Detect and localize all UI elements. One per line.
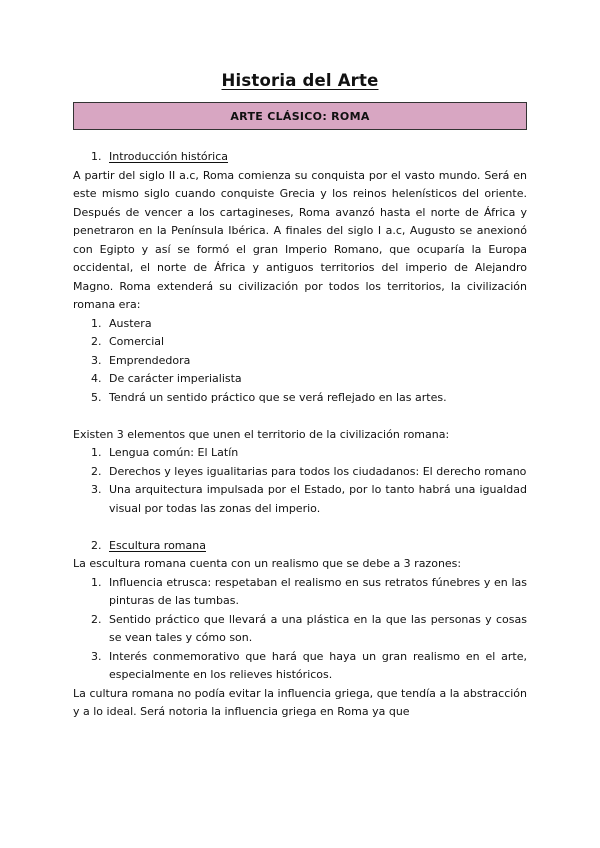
list-number: 2. [91, 335, 102, 348]
list-number: 1. [91, 316, 102, 330]
list-text: Comercial [109, 335, 165, 348]
list-text: Sentido práctico que llevará a una plástica en la que las personas y cosas se vean tales y cómo son. [109, 612, 527, 644]
list-text: Austera [109, 316, 152, 330]
list-item [73, 611, 527, 648]
list-text: Lengua común: El Latín [109, 446, 239, 459]
civilization-traits-list [73, 315, 527, 408]
list-item [73, 574, 527, 611]
document-title: Historia del Arte [221, 71, 379, 90]
unifying-elements-list [73, 444, 527, 518]
section-heading-escultura [73, 537, 527, 556]
heading-number: 1. [91, 150, 102, 163]
list-text: De carácter imperialista [109, 372, 242, 385]
elements-paragraph: Existen 3 elementos que unen el territorio de la civilización romana: [73, 427, 450, 441]
list-item [73, 481, 527, 518]
list-item [73, 352, 527, 371]
list-item [73, 333, 527, 352]
intro-paragraph: A partir del siglo II a.c, Roma comienza su conquista por el vasto mundo. Será en este mismo siglo cuando conquiste Grecia y los reinos helenísticos del oriente. Después de vencer a los cartagineses, Roma avanzó hasta el norte de África y penetraron en la Península Ibérica. A finales del siglo I a.c, Augusto se anexionó con Egipto y así se formó el gran Imperio Romano, que ocuparía la Europa occidental, el norte de África y antiguos territorios del imperio de Alejandro Magno. Roma extenderá su civilización por todos los territorios, la civilización romana era: [73, 168, 527, 311]
list-item [73, 370, 527, 389]
section-banner: ARTE CLÁSICO: ROMA [73, 102, 527, 130]
heading-text: Escultura romana [109, 538, 206, 552]
section-heading-introduccion [73, 148, 527, 167]
document-body [73, 148, 527, 722]
list-number: 1. [91, 446, 102, 459]
list-text: Influencia etrusca: respetaban el realismo en sus retratos fúnebres y en las pinturas de las tumbas. [109, 575, 527, 607]
list-item [73, 389, 527, 408]
list-item [73, 463, 527, 482]
spacer [73, 518, 527, 537]
list-number: 3. [91, 483, 102, 496]
list-number: 3. [91, 649, 102, 663]
list-number: 2. [91, 612, 102, 626]
spacer [73, 407, 527, 426]
list-text: Interés conmemorativo que hará que haya un gran realismo en el arte, especialmente en los relieves históricos. [109, 649, 527, 681]
list-text: Emprendedora [109, 353, 191, 367]
list-text: Derechos y leyes igualitarias para todos los ciudadanos: El derecho romano [109, 464, 527, 478]
list-number: 4. [91, 372, 102, 385]
realism-reasons-list [73, 574, 527, 685]
list-number: 5. [91, 390, 102, 404]
list-item [73, 648, 527, 685]
list-number: 1. [91, 575, 102, 589]
heading-number: 2. [91, 538, 102, 552]
sculpture-paragraph: La escultura romana cuenta con un realismo que se debe a 3 razones: [73, 557, 462, 570]
list-text: Tendrá un sentido práctico que se verá reflejado en las artes. [109, 390, 447, 404]
list-number: 3. [91, 353, 102, 367]
list-item [73, 315, 527, 334]
greek-influence-paragraph: La cultura romana no podía evitar la influencia griega, que tendía a la abstracción y a lo ideal. Será notoria la influencia griega en Roma ya que [73, 686, 527, 718]
list-item [73, 444, 527, 463]
list-text: Una arquitectura impulsada por el Estado, por lo tanto habrá una igualdad visual por todas las zonas del imperio. [109, 483, 527, 515]
heading-text: Introducción histórica [109, 150, 229, 163]
list-number: 2. [91, 464, 102, 478]
